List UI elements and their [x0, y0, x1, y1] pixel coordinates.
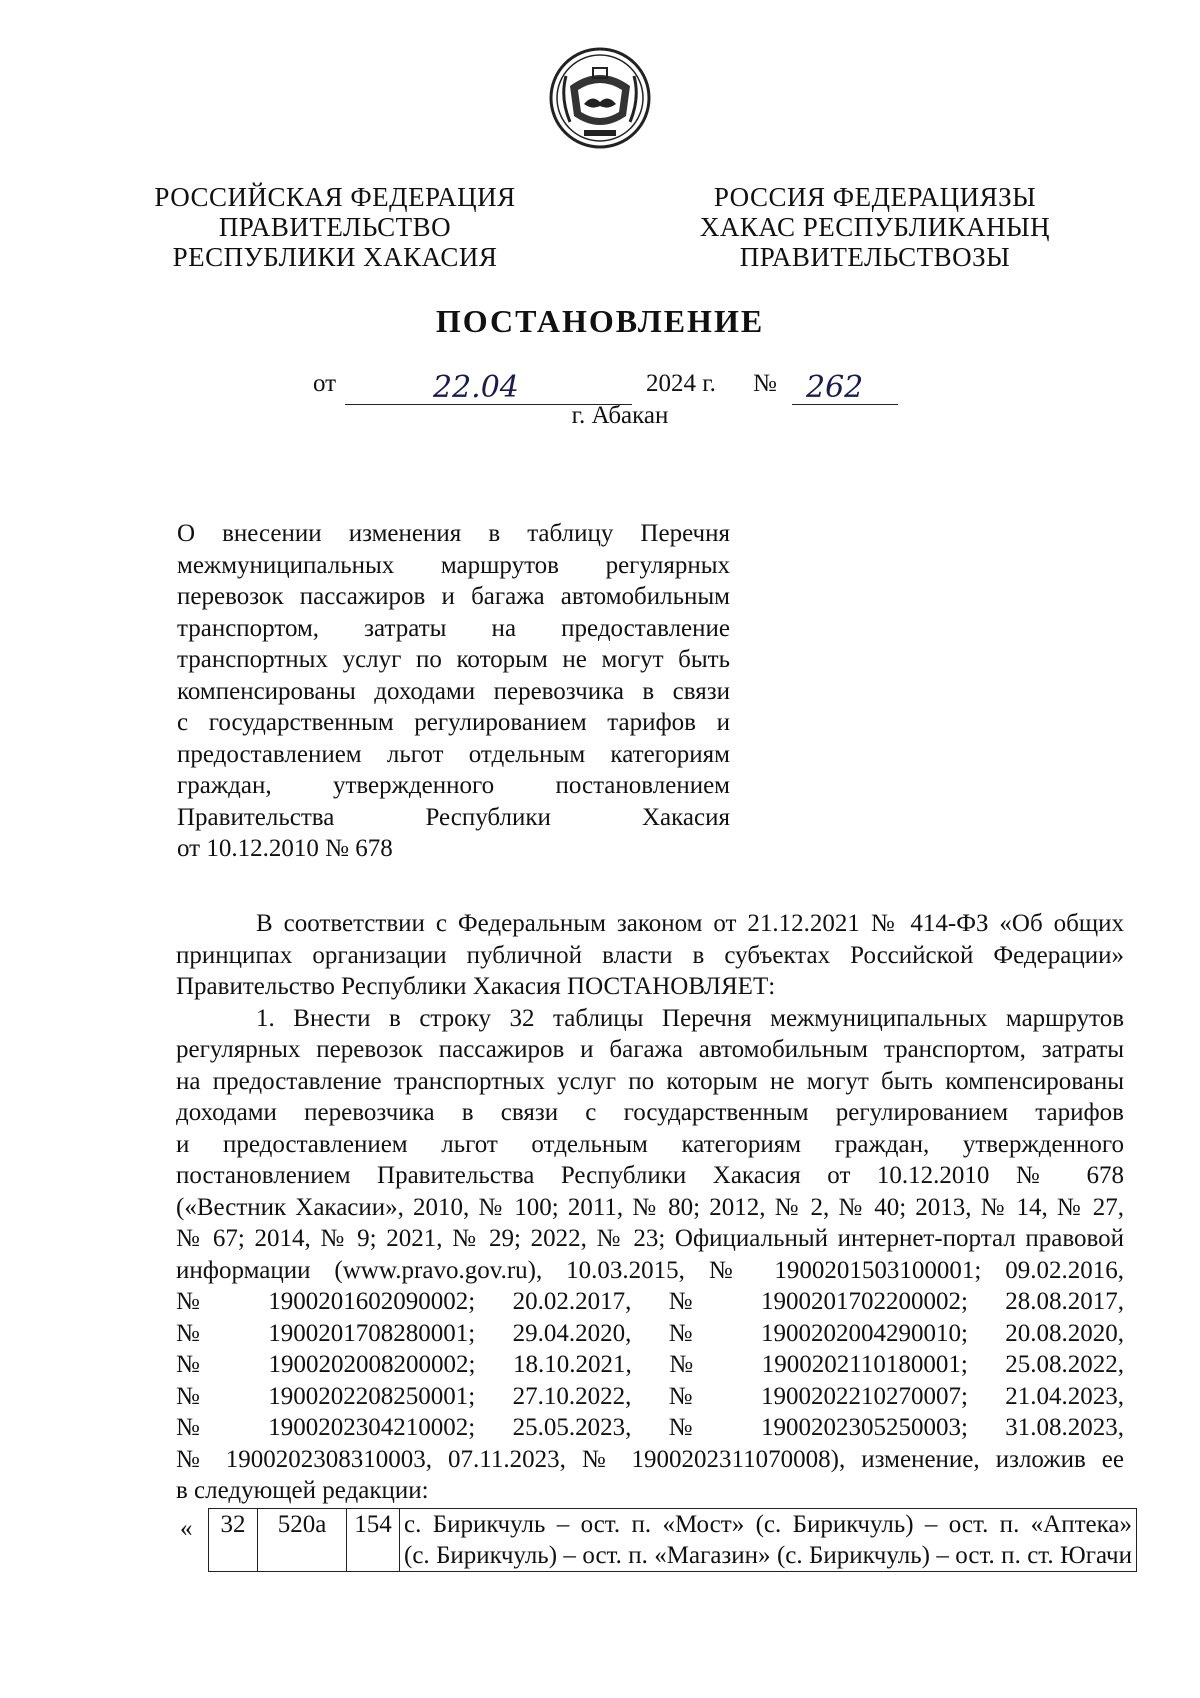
number-underline: [792, 370, 898, 405]
route-description-line: (с. Бирикчуль) – ост. п. «Магазин» (с. Бирикчуль) – ост. п. ст. Югачи: [404, 1542, 1132, 1569]
body-line: № 67; 2014, № 9; 2021, № 29; 2022, № 23; Официальный интернет-портал правовой: [176, 1225, 1124, 1252]
header-left: [150, 182, 520, 272]
subject-block: [177, 518, 730, 865]
body-line: на предоставление транспортных услуг по которым не могут быть компенсированы: [176, 1067, 1124, 1095]
body-line: принципах организации публичной власти в субъектах Российской Федерации»: [176, 941, 1124, 969]
number-label: №: [753, 370, 777, 397]
subject-line: транспортом, затраты на предоставление: [177, 614, 730, 642]
date-underline: [345, 370, 632, 405]
header-right-line-3: ПРАВИТЕЛЬСТВОЗЫ: [739, 242, 1011, 272]
handwritten-date: 22.04: [433, 370, 519, 405]
subject-line: перевозок пассажиров и багажа автомобильным: [177, 583, 730, 610]
header-left-line-2: ПРАВИТЕЛЬСТВО: [218, 212, 452, 242]
document-year: 2024 г.: [646, 370, 716, 397]
subject-line: от 10.12.2010 № 678: [177, 835, 393, 862]
route-number-cell: 520а: [258, 1509, 347, 1572]
header-left-line-1: РОССИЙСКАЯ ФЕДЕРАЦИЯ: [154, 182, 516, 212]
body-line: № 1900202304210002; 25.05.2023, № 1900202305250003; 31.08.2023,: [176, 1414, 1124, 1441]
subject-line: О внесении изменения в таблицу Перечня: [177, 520, 730, 547]
row-number-cell: 32: [209, 1509, 258, 1572]
body-text: [176, 908, 1124, 1507]
header-left-line-3: РЕСПУБЛИКИ ХАКАСИЯ: [172, 242, 498, 272]
route-table: [208, 1508, 1137, 1572]
date-prefix: от: [313, 370, 337, 397]
subject-line: межмуниципальных маршрутов регулярных: [177, 551, 730, 579]
table-row: [209, 1509, 1137, 1572]
body-line: доходами перевозчика в связи с государственным регулированием тарифов: [176, 1099, 1124, 1126]
body-line: («Вестник Хакасии», 2010, № 100; 2011, № 80; 2012, № 2, № 40; 2013, № 14, № 27,: [176, 1193, 1124, 1221]
subject-line: Правительства Республики Хакасия: [177, 803, 730, 831]
body-line: № 1900202008200002; 18.10.2021, № 1900202110180001; 25.08.2022,: [176, 1351, 1124, 1378]
date-line: [0, 370, 1200, 406]
body-line: Правительство Республики Хакасия ПОСТАНОВЛЯЕТ:: [176, 973, 776, 1000]
body-line: В соответствии с Федеральным законом от 21.12.2021 № 414-ФЗ «Об общих: [256, 910, 1124, 937]
coat-of-arms-emblem: [548, 46, 652, 150]
subject-line: транспортных услуг по которым не могут быть: [177, 646, 730, 673]
document-title: ПОСТАНОВЛЕНИЕ: [435, 303, 765, 339]
city: г. Абакан: [571, 402, 669, 429]
subject-line: граждан, утвержденного постановлением: [177, 772, 730, 799]
body-line: 1. Внести в строку 32 таблицы Перечня межмуниципальных маршрутов: [256, 1004, 1124, 1032]
header-right: [690, 182, 1060, 272]
body-line: постановлением Правительства Республики Хакасия от 10.12.2010 № 678: [176, 1162, 1124, 1189]
route-description-line: с. Бирикчуль – ост. п. «Мост» (с. Бирикчуль) – ост. п. «Аптека»: [404, 1511, 1132, 1538]
route-length-cell: 154: [347, 1509, 400, 1572]
header-right-line-2: ХАКАС РЕСПУБЛИКАНЫҢ: [699, 212, 1051, 242]
route-description-cell: [400, 1509, 1137, 1572]
subject-line: с государственным регулированием тарифов и: [177, 709, 730, 736]
body-line: № 1900202308310003, 07.11.2023, № 1900202311070008), изменение, изложив ее: [176, 1445, 1124, 1473]
body-line: в следующей редакции:: [176, 1477, 429, 1504]
handwritten-number: 262: [806, 370, 864, 405]
body-line: № 1900201602090002; 20.02.2017, № 1900201702200002; 28.08.2017,: [176, 1288, 1124, 1315]
opening-quote: «: [180, 1515, 193, 1542]
body-line: № 1900202208250001; 27.10.2022, № 1900202210270007; 21.04.2023,: [176, 1382, 1124, 1410]
subject-line: предоставлением льгот отдельным категориям: [177, 740, 730, 768]
body-line: и предоставлением льгот отдельным категориям граждан, утвержденного: [176, 1130, 1124, 1158]
body-line: информации (www.pravo.gov.ru), 10.03.2015, № 1900201503100001; 09.02.2016,: [176, 1256, 1124, 1284]
body-line: № 1900201708280001; 29.04.2020, № 1900202004290010; 20.08.2020,: [176, 1319, 1124, 1347]
body-line: регулярных перевозок пассажиров и багажа автомобильным транспортом, затраты: [176, 1036, 1124, 1063]
header-right-line-1: РОССИЯ ФЕДЕРАЦИЯЗЫ: [713, 182, 1037, 212]
subject-line: компенсированы доходами перевозчика в связи: [177, 677, 730, 705]
